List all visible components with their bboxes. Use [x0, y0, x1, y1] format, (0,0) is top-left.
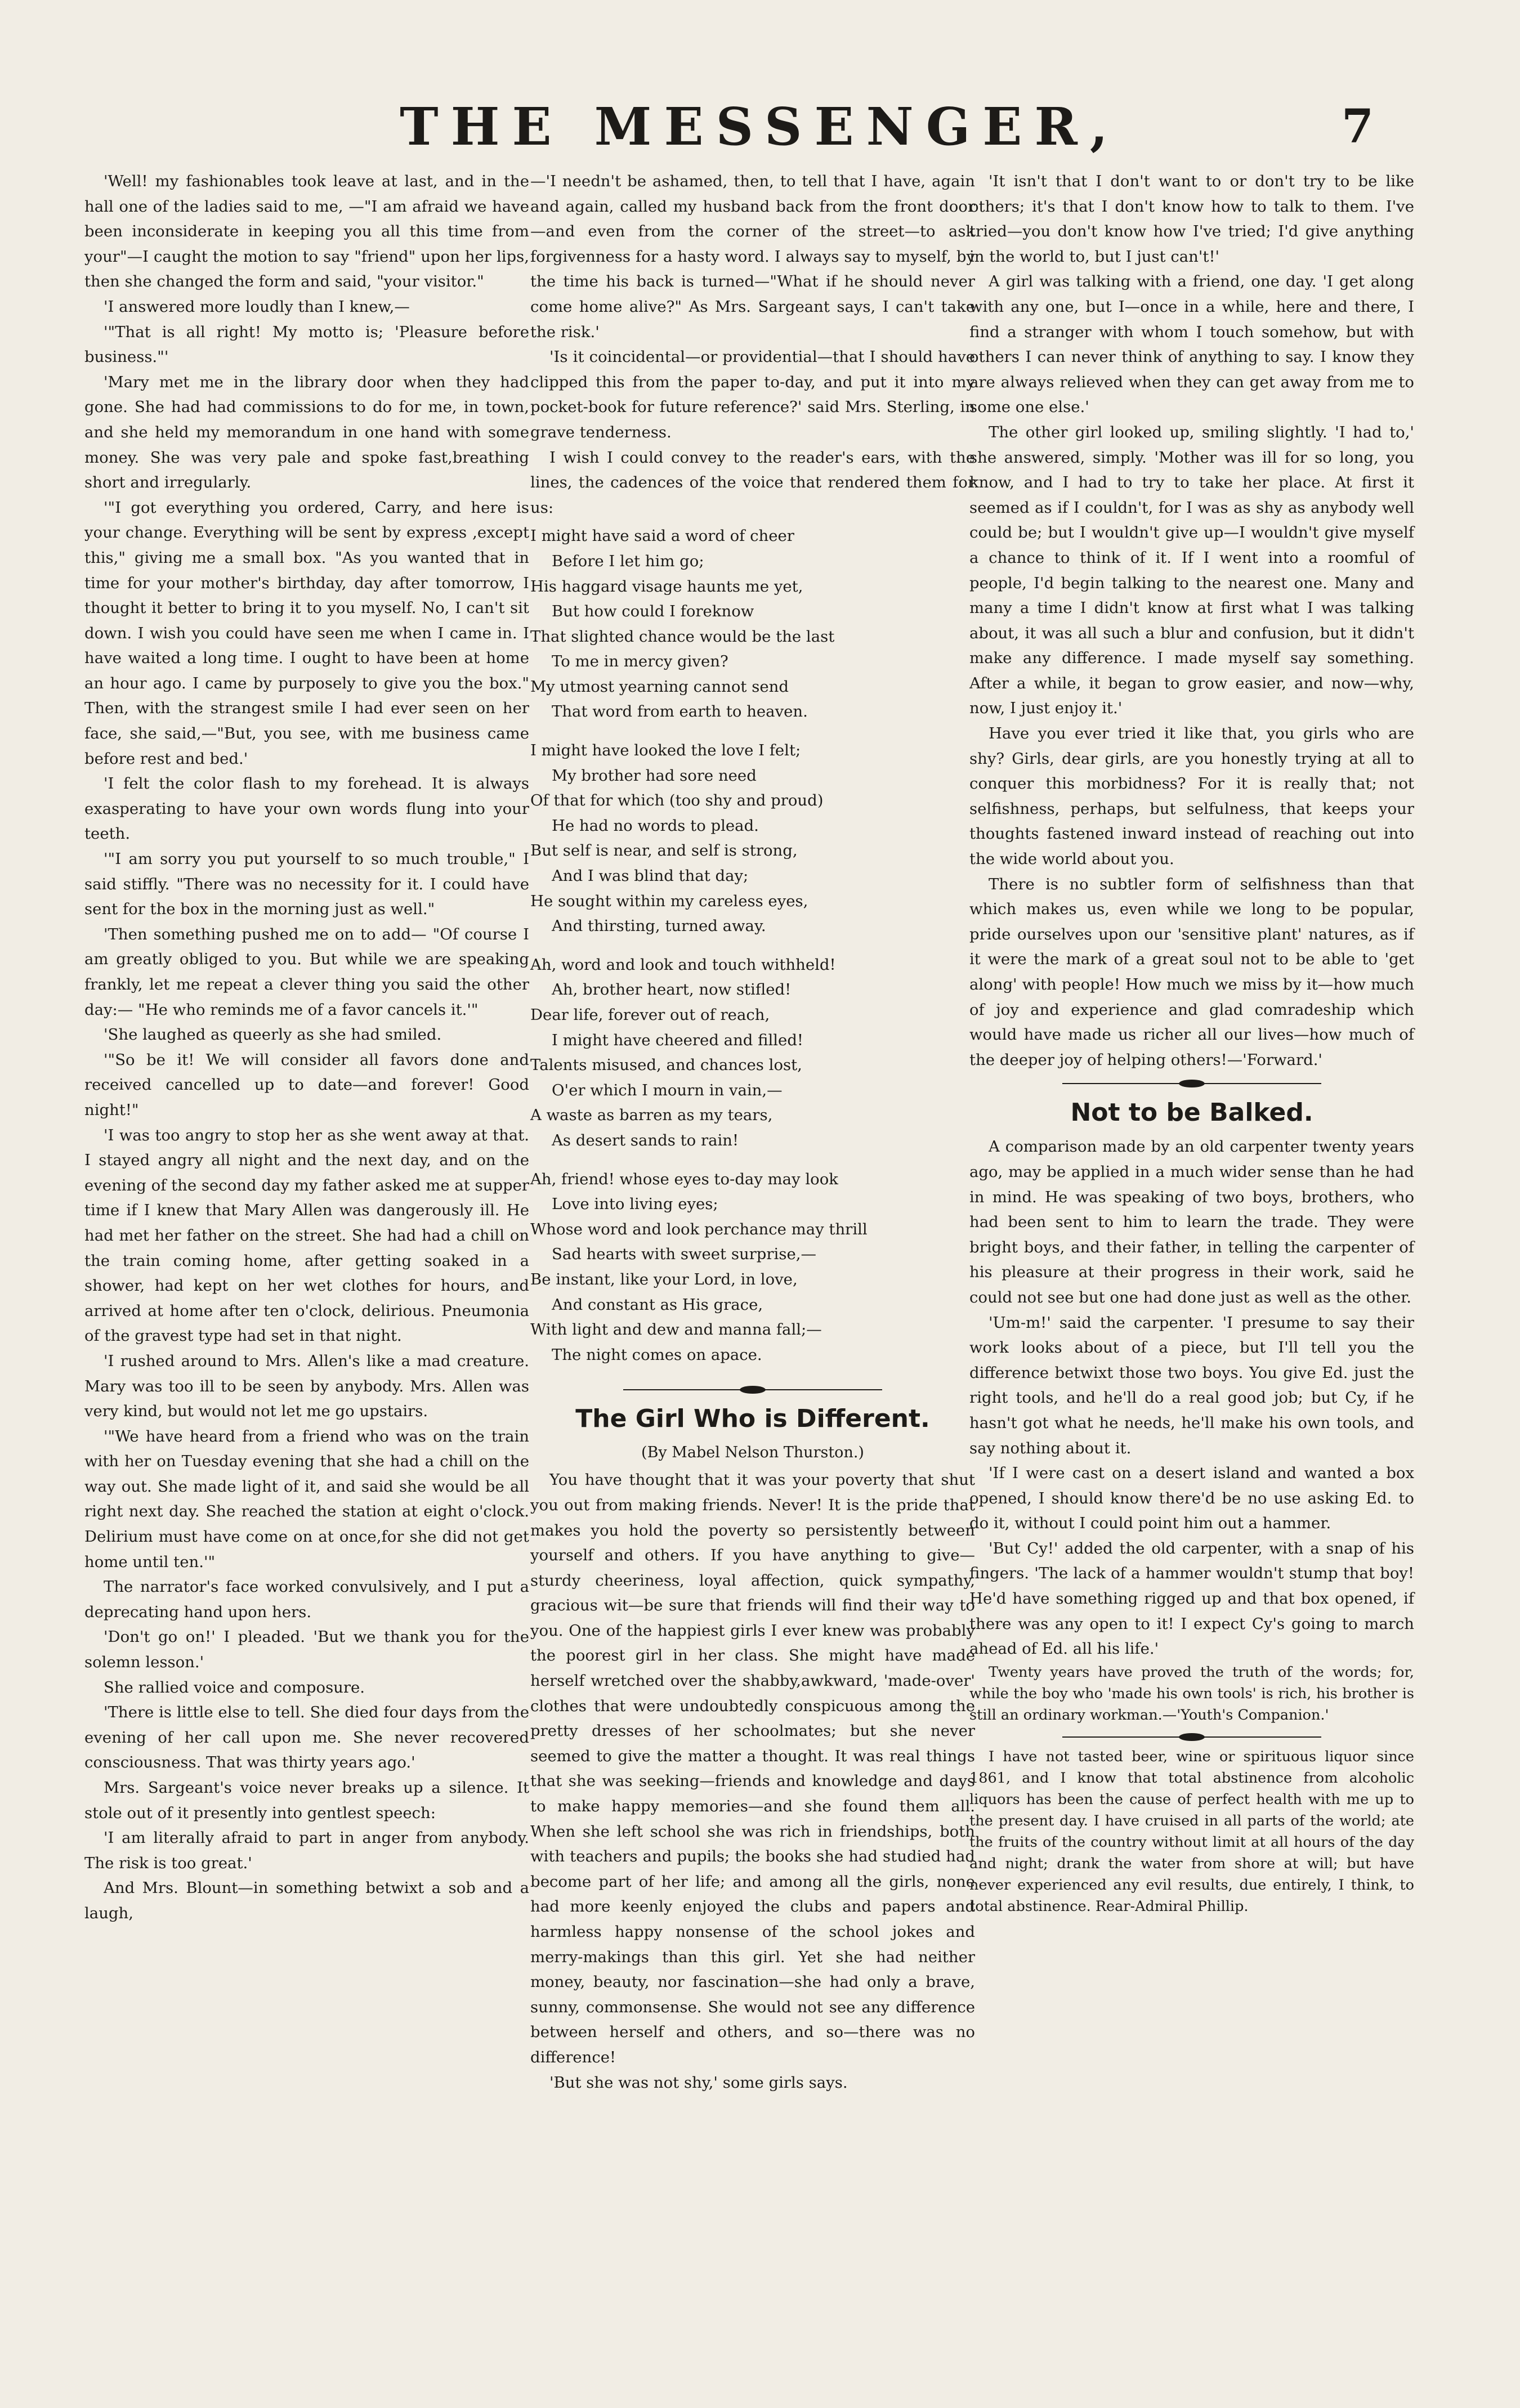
paragraph: 'She laughed as queerly as she had smiled. — [104, 1026, 442, 1044]
paragraph: 'I am literally afraid to part in anger from anybody. The risk is too great.' — [84, 1829, 529, 1872]
paragraph: A comparison made by an old carpenter twenty years ago, may be applied in a much wider sense than he had in mind. He was speaking of two boys, brothers, who had been sent to him to learn the trade. They were bright boys, and their father, in telling the carpenter of his pleasure at their progress in their work, said he could not see but one had done just as well as the other. — [969, 1138, 1414, 1306]
paragraph: '"That is all right! My motto is; 'Pleasure before business."' — [84, 323, 529, 366]
poem-stanza — [530, 738, 975, 939]
column-1 — [84, 169, 529, 1926]
poem — [530, 523, 975, 1367]
page-number: 7 — [1341, 100, 1374, 154]
masthead — [0, 96, 1520, 158]
poem-line: Ah, word and look and touch withheld! — [530, 955, 836, 974]
paragraph: 'I rushed around to Mrs. Allen's like a mad creature. Mary was too ill to be seen by anybody. Mrs. Allen was very kind, but would not let me go upstairs. — [84, 1351, 529, 1421]
poem-line: But how could I foreknow — [552, 602, 754, 621]
poem-line: Ah, brother heart, now stifled! — [552, 981, 792, 999]
paragraph: 'There is little else to tell. She died four days from the evening of her call upon me. She never recovered consciousness. That was thirty years ago.' — [84, 1703, 529, 1772]
poem-line: I might have said a word of cheer — [530, 527, 794, 545]
paragraph: 'Is it coincidental—or providential—that I should have clipped this from the paper to-day, and put it into my pocket-book for future reference?' said Mrs. Sterling, in grave tenderness. — [530, 348, 975, 441]
paragraph: The other girl looked up, smiling slightly. 'I had to,' she answered, simply. 'Mother was ill for so long, you know, and I had to try to take her place. At first it seemed as if I couldn't, for I was as shy as anybody well could be; but I wouldn't give up—I wouldn't give myself a chance to think of it. If I went into a roomful of people, I'd begin talking to the nearest one. Many and many a time I didn't know at first what I was talking about, it was all such a blur and confusion, but it didn't make any difference. I made myself say something. After a while, it began to grow easier, and now—why, now, I just enjoy it.' — [969, 423, 1414, 718]
column-2 — [530, 169, 975, 2095]
paragraph: 'I felt the color flash to my forehead. It is always exasperating to have your own words flung into your teeth. — [84, 775, 529, 843]
publication-title: THE MESSENGER, — [400, 96, 1120, 157]
paragraph: 'Then something pushed me on to add— "Of course I am greatly obliged to you. But while we are speaking frankly, let me repeat a clever thing you said the other day:— "He who reminds me of a favor cancels it.'" — [84, 925, 529, 1019]
article-byline: (By Mabel Nelson Thurston.) — [641, 1444, 864, 1462]
poem-line: My utmost yearning cannot send — [530, 677, 789, 696]
poem-line: His haggard visage haunts me yet, — [530, 577, 803, 596]
poem-line: My brother had sore need — [552, 766, 757, 785]
paragraph: And Mrs. Blount—in something betwixt a sob and a laugh, — [84, 1879, 529, 1922]
poem-line: And I was blind that day; — [552, 867, 749, 885]
article-heading: The Girl Who is Different. — [575, 1404, 930, 1434]
poem-line: Ah, friend! whose eyes to-day may look — [530, 1170, 838, 1188]
section-divider — [1062, 1077, 1321, 1090]
paragraph: 'But Cy!' added the old carpenter, with a snap of his fingers. 'The lack of a hammer wouldn't stump that boy! He'd have something rigged up and that box opened, if there was any open to it! I expect Cy's going to march ahead of Ed. all his life.' — [969, 1539, 1414, 1658]
paragraph: 'It isn't that I don't want to or don't try to be like others; it's that I don't know how to talk to them. I've tried—you don't know how I've tried; I'd give anything in the world to, but I just can't!' — [969, 172, 1414, 266]
paragraph: '"So be it! We will consider all favors done and received cancelled up to date—and forever! Good night!" — [84, 1050, 529, 1119]
paragraph: '"I am sorry you put yourself to so much trouble," I said stiffly. "There was no necessity for it. I could have sent for the box in the morning just as well." — [84, 850, 529, 919]
poem-line: I might have cheered and filled! — [552, 1031, 803, 1049]
poem-line: As desert sands to rain! — [552, 1131, 739, 1149]
paragraph: 'I was too angry to stop her as she went away at that. I stayed angry all night and the next day, and on the evening of the second day my father asked me at supper time if I knew that Mary Allen was dangerously ill. He had met her father on the street. She had had a chill on the train coming home, after getting soaked in a shower, had kept on her wet clothes for hours, and arrived at home after ten o'clock, delirious. Pneumonia of the gravest type had set in that night. — [84, 1126, 529, 1345]
paragraph: —'I needn't be ashamed, then, to tell that I have, again and again, called my husband back from the front door—and even from the corner of the street—to ask forgivenness for a hasty word. I always say to myself, by the time his back is turned—"What if he should never come home alive?" As Mrs. Sargeant says, I can't take the risk.' — [530, 172, 975, 341]
paragraph: Mrs. Sargeant's voice never breaks up a silence. It stole out of it presently into gentlest speech: — [84, 1779, 529, 1822]
poem-line: Of that for which (too shy and proud) — [530, 791, 824, 810]
poem-stanza — [530, 952, 975, 1153]
column-3 — [969, 169, 1414, 1917]
poem-line: Be instant, like your Lord, in love, — [530, 1270, 798, 1288]
paragraph: The narrator's face worked convulsively, and I put a deprecating hand upon hers. — [84, 1578, 529, 1621]
poem-line: To me in mercy given? — [552, 652, 728, 671]
section-divider — [623, 1383, 882, 1397]
poem-stanza — [530, 523, 975, 724]
paragraph: 'Mary met me in the library door when they had gone. She had had commissions to do for me, in town, and she held my memorandum in one hand with some money. She was very pale and spoke fast,breathing short and irregularly. — [84, 373, 529, 492]
paragraph: You have thought that it was your poverty that shut you out from making friends. Never! It is the pride that makes you hold the poverty so persistently between yourself and others. If you have anything to give—sturdy cheeriness, loyal affection, quick sympathy, gracious wit—be sure that friends will find their way to you. One of the happiest girls I ever knew was probably the poorest girl in her class. She might have made herself wretched over the shabby,awkward, 'made-over' clothes that were undoubtedly conspicuous among the pretty dresses of her schoolmates; but she never seemed to give the matter a thought. It was real things that she was seeking—friends and knowledge and days to make happy memories—and she found them all. When she left school she was rich in friendships, both with teachers and pupils; the books she had studied had become part of her life; and among all the girls, none had more keenly enjoyed the clubs and papers and harmless happy nonsense of the school jokes and merry-makings than this girl. Yet she had neither money, beauty, nor fascination—she had only a brave, sunny, commonsense. She would not see any difference between herself and others, and so—there was no difference! — [530, 1471, 975, 2066]
paragraph: 'Don't go on!' I pleaded. 'But we thank you for the solemn lesson.' — [84, 1628, 529, 1672]
paragraph: 'I answered more loudly than I knew,— — [104, 297, 410, 316]
poem-line: Whose word and look perchance may thrill — [530, 1220, 868, 1238]
paragraph: I wish I could convey to the reader's ears, with the lines, the cadences of the voice that rendered them for us: — [530, 448, 975, 517]
poem-line: The night comes on apace. — [552, 1345, 762, 1364]
poem-line: Sad hearts with sweet surprise,— — [552, 1245, 816, 1264]
paragraph: She rallied voice and composure. — [104, 1678, 365, 1697]
poem-line: A waste as barren as my tears, — [530, 1106, 773, 1125]
paragraph: '"We have heard from a friend who was on the train with her on Tuesday evening that she had a chill on the way out. She made light of it, and said she would be all right next day. She reached the station at eight o'clock. Delirium must have come on at once,for she did not get home until ten.'" — [84, 1427, 529, 1571]
poem-line: Love into living eyes; — [552, 1195, 718, 1214]
closing-paragraph: I have not tasted beer, wine or spirituous liquor since 1861, and I know that total abstinence from alcoholic liquors has been the cause of perfect health with me up to the present day. I have cruised in all parts of the world; ate the fruits of the country without limit at all hours of the day and night; drank the water from shore at will; but have never experienced any evil results, due entirely, I think, to total abstinence. Rear-Admiral Phillip. — [969, 1748, 1414, 1915]
poem-line: That slighted chance would be the last — [530, 627, 835, 646]
poem-line: Talents misused, and chances lost, — [530, 1056, 802, 1075]
paragraph: 'Well! my fashionables took leave at last, and in the hall one of the ladies said to me, —"I am afraid we have been inconsiderate in keeping you all this time from your"—I caught the motion to say "friend" upon her lips, then she changed the form and said, "your visitor." — [84, 172, 529, 291]
poem-line: With light and dew and manna fall;— — [530, 1321, 822, 1339]
paragraph: '"I got everything you ordered, Carry, and here is your change. Everything will be sent by express ,except this," giving me a small box. "As you wanted that in time for your mother's birthday, day after tomorrow, I thought it better to bring it to you myself. No, I can't sit down. I wish you could have seen me when I came in. I have waited a long time. I ought to have been at home an hour ago. I came by purposely to give you the box." Then, with the strangest smile I had ever seen on her face, she said,—"But, you see, with me business came before rest and bed.' — [84, 498, 529, 768]
paragraph: 'But she was not shy,' some girls says. — [549, 2073, 848, 2092]
paragraph: Twenty years have proved the truth of the words; for, while the boy who 'made his own tools' is rich, his brother is still an ordinary workman.—'Youth's Companion.' — [969, 1663, 1414, 1724]
poem-line: He sought within my careless eyes, — [530, 892, 808, 910]
paragraph: Have you ever tried it like that, you girls who are shy? Girls, dear girls, are you honestly trying at all to conquer this morbidness? For it is really that; not selfishness, perhaps, but selfulness, that keeps your thoughts fastened inward instead of reaching out into the wide world about you. — [969, 724, 1414, 869]
article-heading: Not to be Balked. — [1070, 1098, 1313, 1127]
paragraph: 'If I were cast on a desert island and wanted a box opened, I should know there'd be no use asking Ed. to do it, without I could point him out a hammer. — [969, 1464, 1414, 1533]
paragraph: 'Um-m!' said the carpenter. 'I presume to say their work looks about of a piece, but I'll tell you the difference betwixt those two boys. You give Ed. just the right tools, and he'll do a real good job; but Cy, if he hasn't got what he needs, he'll make his own tools, and say nothing about it. — [969, 1313, 1414, 1457]
poem-line: He had no words to plead. — [552, 816, 759, 835]
poem-line: Dear life, forever out of reach, — [530, 1006, 770, 1024]
poem-line: And thirsting, turned away. — [552, 917, 766, 936]
poem-stanza — [530, 1167, 975, 1368]
section-divider — [1062, 1730, 1321, 1744]
poem-line: O'er which I mourn in vain,— — [552, 1081, 783, 1099]
poem-line: Before I let him go; — [552, 552, 704, 570]
poem-line: And constant as His grace, — [552, 1295, 763, 1314]
paragraph: A girl was talking with a friend, one day. 'I get along with any one, but I—once in a while, here and there, I find a stranger with whom I touch somehow, but with others I can never think of anything to say. I know they are always relieved when they can get away from me to some one else.' — [969, 272, 1414, 417]
poem-line: That word from earth to heaven. — [552, 702, 808, 721]
poem-line: But self is near, and self is strong, — [530, 842, 798, 860]
paragraph: There is no subtler form of selfishness than that which makes us, even while we long to be popular, pride ourselves upon our 'sensitive plant' natures, as if it were the mark of a great soul not to be able to 'get along' with people! How much we miss by it—how much of joy and experience and glad comradeship which would have made us richer all our lives—how much of the deeper joy of helping others!—'Forward.' — [969, 875, 1414, 1069]
poem-line: I might have looked the love I felt; — [530, 741, 801, 760]
